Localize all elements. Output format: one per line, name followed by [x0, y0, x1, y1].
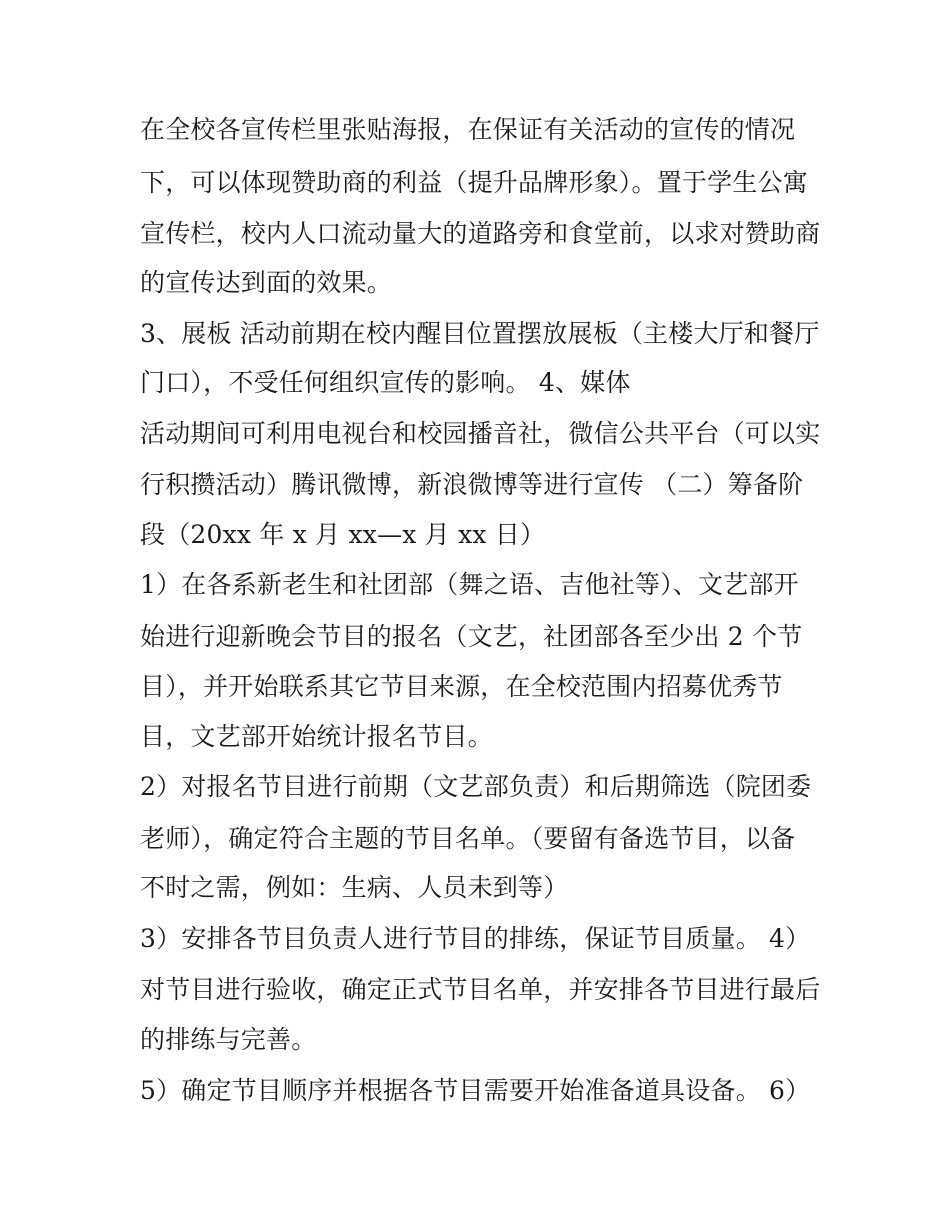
text-line: 宣传栏，校内人口流动量大的道路旁和食堂前，以求对赞助商 — [140, 219, 821, 248]
text-line: 3）安排各节目负责人进行节目的排练，保证节目质量。 4） — [140, 924, 811, 953]
text-line: 段（20xx 年 x 月 xx—x 月 xx 日） — [140, 520, 546, 549]
text-line: 在全校各宣传栏里张贴海报，在保证有关活动的宣传的情况 — [140, 115, 796, 144]
text-line: 门口），不受任何组织宣传的影响。 4、媒体 — [140, 368, 631, 397]
text-line: 下，可以体现赞助商的利益（提升品牌形象）。置于学生公寓 — [140, 168, 808, 197]
text-line: 目，文艺部开始统计报名节目。 — [140, 722, 493, 751]
text-line: 1）在各系新老生和社团部（舞之语、吉他社等）、文艺部开 — [140, 570, 799, 599]
text-line: 对节目进行验收，确定正式节目名单，并安排各节目进行最后 — [140, 975, 821, 1004]
text-line: 老师），确定符合主题的节目名单。（要留有备选节目，以备 — [140, 824, 796, 853]
text-line: 的排练与完善。 — [140, 1025, 317, 1054]
text-line: 3、展板 活动前期在校内醒目位置摆放展板（主楼大厅和餐厅 — [140, 319, 820, 348]
text-line: 的宣传达到面的效果。 — [140, 268, 393, 297]
text-line: 2）对报名节目进行前期（文艺部负责）和后期筛选（院团委 — [140, 772, 812, 801]
text-line: 活动期间可利用电视台和校园播音社，微信公共平台（可以实 — [140, 419, 821, 448]
text-line: 不时之需，例如：生病、人员未到等） — [140, 873, 569, 902]
text-line: 目），并开始联系其它节目来源，在全校范围内招募优秀节 — [140, 672, 783, 701]
text-line: 5）确定节目顺序并根据各节目需要开始准备道具设备。 6） — [140, 1076, 811, 1105]
text-line: 始进行迎新晚会节目的报名（文艺，社团部各至少出 2 个节 — [140, 622, 803, 651]
text-line: 行积攒活动）腾讯微博，新浪微博等进行宣传 （二）筹备阶 — [140, 470, 804, 499]
